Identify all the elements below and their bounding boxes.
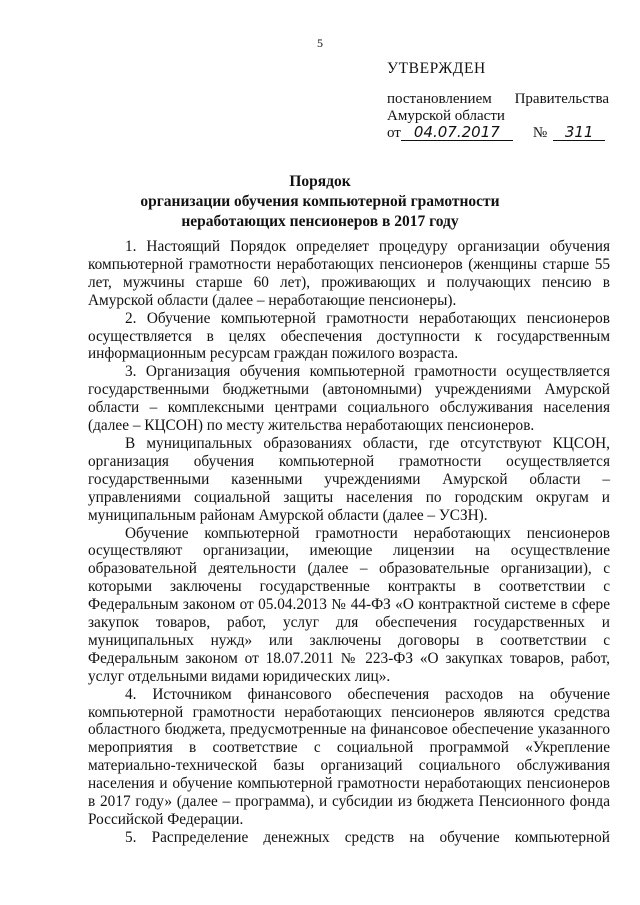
paragraph-4: 4. Источником финансового обеспечения расходов на обучение компьютерной грамотности неработающих пенсионеров являются средства областного бюджета, предусмотренные на финансовое обеспечение указанного мероприятия в соответствие с социальной программой «Укрепление материально-технической базы организаций социального обслуживания населения и обучение компьютерной грамотности неработающих пенсионеров в 2017 году» (далее – программа), и субсидии из бюджета Пенсионного фонда Российской Федерации. [88,685,610,828]
paragraph-3: 3. Организация обучения компьютерной грамотности осуществляется государственными бюджетными (автономными) учреждениями Амурской области – комплексными центрами социального обслуживания населения (далее – КЦСОН) по месту жительства неработающих пенсионеров. [88,363,610,435]
resolution-word: постановлением [387,91,492,107]
approval-region: Амурской области [387,108,505,124]
date-prefix: от [387,125,401,141]
approved-heading: УТВЕРЖДЕН [387,60,486,77]
paragraph-1: 1. Настоящий Порядок определяет процедуру организации обучения компьютерной грамотности неработающих пенсионеров (женщины старше 55 лет, мужчины старше 60 лет), проживающих и получающих пенсию в Амурской области (далее – неработающие пенсионеры). [88,238,610,309]
document-title [60,172,580,232]
government-word: Правительства [514,91,609,107]
paragraph-5: 5. Распределение денежных средств на обучение компьютерной [125,828,610,846]
paragraph-3-cont-contracts: Обучение компьютерной грамотности неработающих пенсионеров осуществляют организации, имеющие лицензии на осуществление образовательной деятельности (далее – образовательные организации), с которыми заключены государственные контракты в соответствии с Федеральным законом от 05.04.2013 № 44-ФЗ «О контрактной системе в сфере закупок товаров, работ, услуг для обеспечения государственных и муниципальных нужд» или заключены договоры в соответствии с Федеральным законом от 18.07.2011 № 223-ФЗ «О закупках товаров, работ, услуг отдельными видами юридических лиц». [88,524,610,685]
approval-date-row [387,125,609,142]
handwritten-date: 04.07.2017 [401,125,513,141]
number-prefix: № [532,125,548,141]
approval-block [387,60,609,142]
approval-resolution-line [387,91,609,108]
page-number: 5 [317,36,323,50]
paragraph-2: 2. Обучение компьютерной грамотности неработающих пенсионеров осуществляется в целях обеспечения доступности к государственным информационным ресурсам граждан пожилого возраста. [88,309,610,363]
document-body [88,238,610,847]
title-line-1: Порядок [289,173,351,190]
paragraph-3-cont-uszn: В муниципальных образованиях области, где отсутствуют КЦСОН, организация обучения компьютерной грамотности осуществляется государственными казенными учреждениями Амурской области – управлениями социальной защиты населения по городским округам и муниципальным районам Амурской области (далее – УСЗН). [88,434,610,524]
handwritten-number: 311 [553,125,605,141]
title-line-2: организации обучения компьютерной грамотности [140,193,500,210]
title-line-3: неработающих пенсионеров в 2017 году [181,213,459,230]
